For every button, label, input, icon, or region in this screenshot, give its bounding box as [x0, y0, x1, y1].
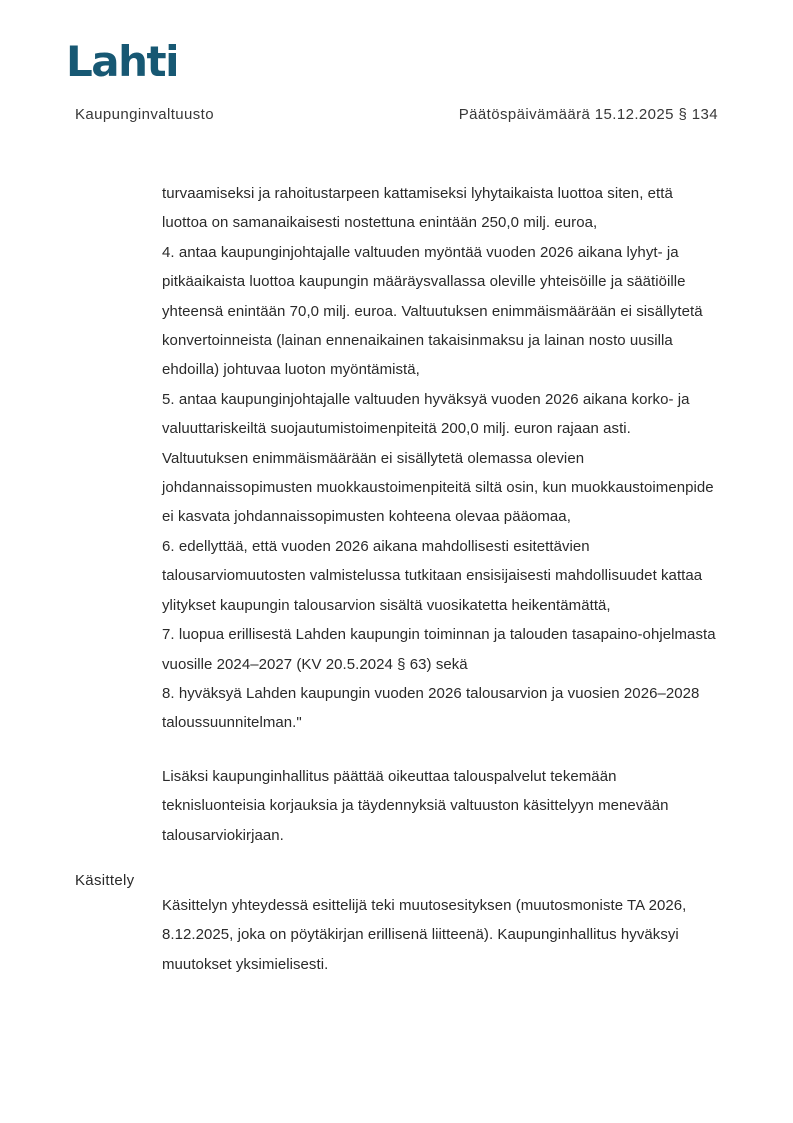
text-line: pitkäaikaista luottoa kaupungin määräysvallassa oleville yhteisöille ja säätiöille [162, 273, 686, 291]
text-line: turvaamiseksi ja rahoitustarpeen kattamiseksi lyhytaikaista luottoa siten, että [162, 185, 673, 202]
text-line: talousarviokirjaan. [162, 826, 284, 844]
kasittely-section-label: Käsittely [75, 872, 135, 889]
text-line: yhteensä enintään 70,0 milj. euroa. Valtuutuksen enimmäismäärään ei sisällytetä [162, 302, 703, 320]
text-line: ehdoilla) johtuvaa luoton myöntämistä, [162, 361, 420, 379]
text-line: Käsittelyn yhteydessä esittelijä teki muutosesityksen (muutosmoniste TA 2026, [162, 897, 687, 914]
text-line: Valtuutuksen enimmäismäärään ei sisällytetä olemassa olevien [162, 449, 585, 467]
text-line: 8. hyväksyä Lahden kaupungin vuoden 2026 talousarvion ja vuosien 2026–2028 [162, 684, 700, 702]
text-line: Lisäksi kaupunginhallitus päättää oikeuttaa talouspalvelut tekemään [162, 768, 617, 785]
kasittely-paragraph [162, 891, 686, 979]
text-line: ylitykset kaupungin talousarvion sisältä vuosikatetta heikentämättä, [162, 596, 611, 614]
text-line: 4. antaa kaupunginjohtajalle valtuuden myöntää vuoden 2026 aikana lyhyt- ja [162, 243, 679, 261]
text-line: vuosille 2024–2027 (KV 20.5.2024 § 63) sekä [162, 655, 468, 673]
text-line: johdannaissopimusten muokkaustoimenpiteitä siltä osin, kun muokkaustoimenpide [162, 479, 714, 497]
text-line: 6. edellyttää, että vuoden 2026 aikana mahdollisesti esitettävien [162, 537, 590, 555]
header-organization: Kaupunginvaltuusto [75, 106, 214, 123]
lahti-city-logo: Lahti [66, 37, 178, 86]
text-line: 8.12.2025, joka on pöytäkirjan erillisenä liitteenä). Kaupunginhallitus hyväksyi [162, 926, 679, 944]
header-decision-date: Päätöspäivämäärä 15.12.2025 § 134 [458, 106, 718, 123]
text-line: talousarviomuutosten valmistelussa tutkitaan ensisijaisesti mahdollisuudet kattaa [162, 567, 703, 585]
text-line: konvertoinneista (lainan ennenaikainen takaisinmaksu ja lainan nosto uusilla [162, 332, 673, 350]
additional-decision-paragraph [162, 762, 669, 850]
text-line: ei kasvata johdannaissopimusten kohteena olevaa pääomaa, [162, 508, 571, 526]
text-line: 7. luopua erillisestä Lahden kaupungin toiminnan ja talouden tasapaino-ohjelmasta [162, 626, 716, 644]
text-line: teknisluonteisia korjauksia ja täydennyksiä valtuuston käsittelyyn menevään [162, 797, 669, 815]
text-line: valuuttariskeiltä suojautumistoimenpiteitä 200,0 milj. euron rajaan asti. [162, 420, 631, 438]
decision-text-block [162, 179, 716, 738]
text-line: muutokset yksimielisesti. [162, 955, 329, 973]
document-header [75, 106, 718, 123]
text-line: luottoa on samanaikaisesti nostettuna enintään 250,0 milj. euroa, [162, 214, 598, 232]
text-line: taloussuunnitelman." [162, 714, 302, 732]
text-line: 5. antaa kaupunginjohtajalle valtuuden hyväksyä vuoden 2026 aikana korko- ja [162, 390, 690, 408]
